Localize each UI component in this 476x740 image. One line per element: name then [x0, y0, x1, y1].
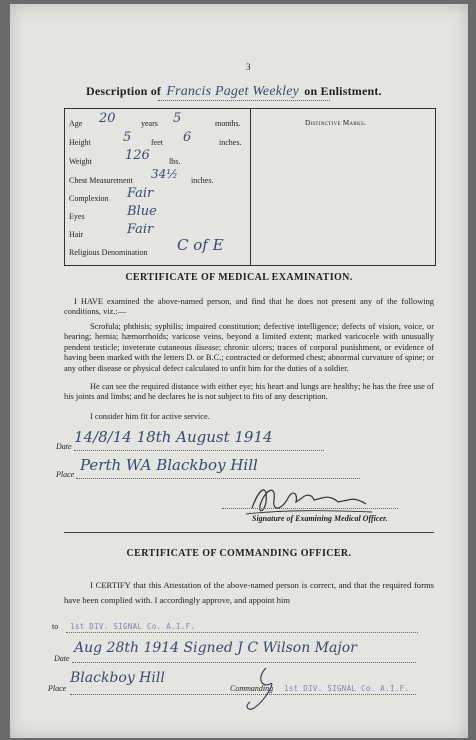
commanding-heading: CERTIFICATE OF COMMANDING OFFICER. [126, 548, 352, 559]
page-number: 3 [246, 62, 251, 72]
commanding-label: Commanding [230, 684, 274, 693]
complexion-value: Fair [127, 186, 154, 201]
medical-conditions: Scrofula; phthisis; syphilis; impaired constitution; defective intelligence; defects of vision, voice, or hearing; hernia; hæmorrhoids; varicose veins, beyond a limited extent; marked varicocele with unusually pendent testicle; inveterate cutaneous disease; chronic ulcers; traces of corporal punishment, or evidence of having been marked with the letters D. or B.C.; contracted or deformed chest; abnormal curvature of spine; or any other disease or physical defect calculated to unfit him for the duties of a soldier. [64, 322, 434, 373]
enlistee-name: Francis Paget Weekley [166, 84, 300, 99]
fit-statement: I consider him fit for active service. [90, 412, 210, 421]
chest-inches-label: inches. [191, 176, 214, 185]
height-inches: 6 [183, 130, 192, 145]
medical-place-line [76, 478, 360, 479]
eyes-label: Eyes [69, 212, 85, 221]
medical-heading: CERTIFICATE OF MEDICAL EXAMINATION. [125, 272, 353, 283]
hair-label: Hair [69, 230, 84, 239]
section-rule [64, 532, 434, 533]
distinctive-marks-label: Distinctive Marks. [305, 119, 367, 127]
commanding-date-line [72, 662, 416, 663]
hair-value: Fair [127, 222, 154, 237]
column-divider [250, 109, 251, 265]
commanding-officer-signature [236, 664, 296, 714]
unit-stamp: 1st DIV. SIGNAL Co. A.I.F. [70, 622, 196, 631]
title-prefix: Description of [86, 84, 162, 98]
attestation-page [10, 4, 468, 738]
medical-place-value: Perth WA Blackboy Hill [80, 456, 258, 474]
medical-place-label: Place [56, 470, 75, 479]
name-dotted-line [158, 100, 330, 101]
age-years: 20 [99, 111, 116, 126]
description-table [64, 108, 436, 266]
chest-label: Chest Measurement [69, 176, 133, 185]
signature-line [222, 508, 398, 509]
religion-label: Religious Denomination [69, 248, 148, 257]
feet-label: feet [151, 138, 163, 147]
title-suffix: on Enlistment. [304, 84, 382, 98]
age-label: Age [69, 119, 83, 128]
years-label: years [141, 119, 158, 128]
commanding-stamp: 1st DIV. SIGNAL Co. A.I.F. [284, 684, 410, 693]
commanding-place-value: Blackboy Hill [70, 670, 165, 686]
appoint-to-label: to [52, 622, 59, 631]
commanding-certification: I CERTIFY that this Attestation of the above-named person is correct, and that the required forms have been complied with. I accordingly approve, and appoint him [64, 580, 434, 605]
page-title [86, 84, 382, 100]
complexion-label: Complexion [69, 194, 109, 203]
chest-value: 34½ [151, 167, 178, 181]
eyes-value: Blue [127, 204, 157, 219]
medical-intro: I HAVE examined the above-named person, and find that he does not present any of the following conditions, viz.:— [64, 297, 434, 317]
medical-date-value: 14/8/14 18th August 1914 [74, 428, 273, 446]
height-feet: 5 [123, 130, 132, 145]
medical-declaration: He can see the required distance with either eye; his heart and lungs are healthy; he has the free use of his joints and limbs; and he declares he is not subject to fits of any description. [64, 382, 434, 402]
lbs-label: lbs. [169, 157, 181, 166]
commanding-place-label: Place [48, 684, 67, 693]
medical-date-line [74, 450, 324, 451]
appoint-line [66, 632, 418, 633]
weight-label: Weight [69, 157, 92, 166]
months-label: months. [215, 119, 241, 128]
inches-label: inches. [219, 138, 242, 147]
commanding-date-value: Aug 28th 1914 Signed J C Wilson Major [74, 640, 357, 656]
signature-caption: Signature of Examining Medical Officer. [252, 514, 388, 523]
religion-value: C of E [177, 236, 224, 254]
height-label: Height [69, 138, 91, 147]
age-months: 5 [173, 111, 182, 126]
commanding-date-label: Date [54, 654, 70, 663]
weight-value: 126 [125, 148, 150, 163]
medical-date-label: Date [56, 442, 72, 451]
